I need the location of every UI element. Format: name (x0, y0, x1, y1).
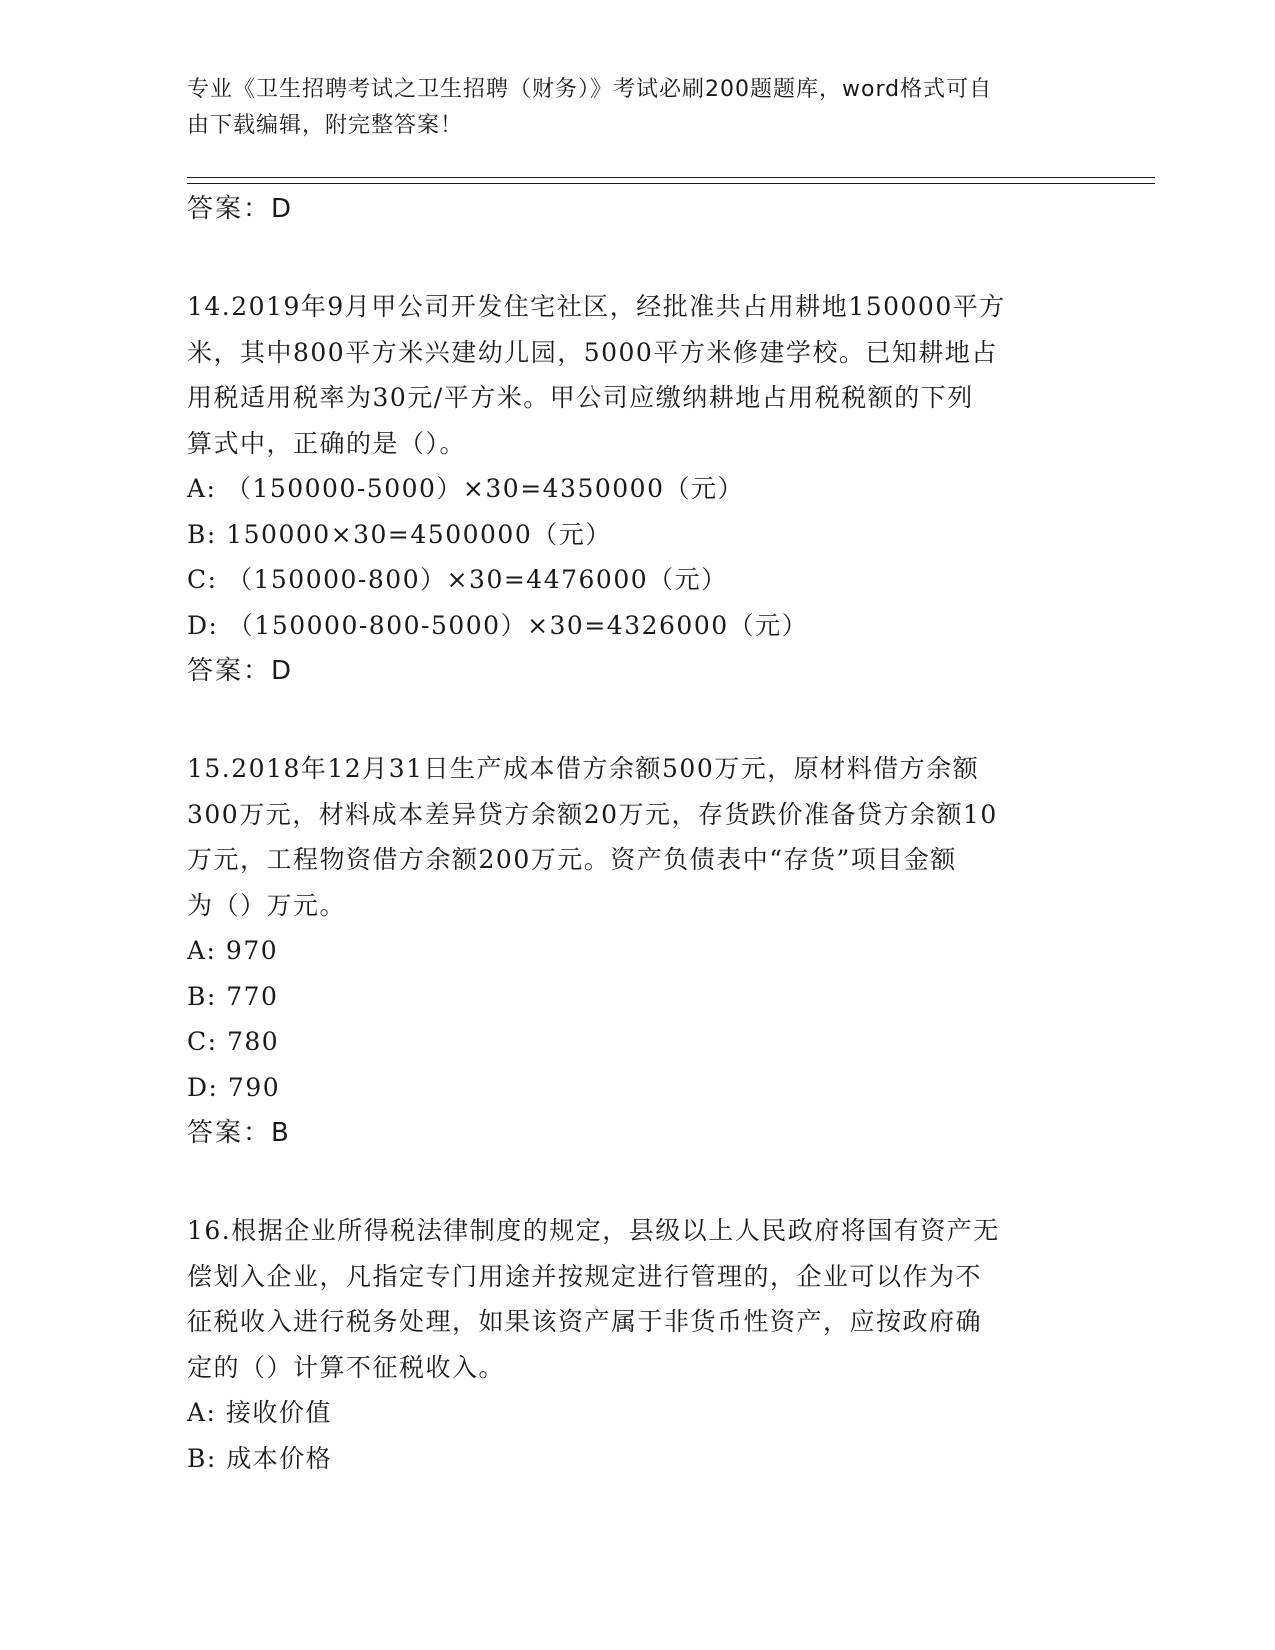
question-16-line: 定的（）计算不征税收入。 (187, 1352, 506, 1382)
question-15-option-d: D: 790 (187, 1072, 281, 1102)
question-16-line: 16.根据企业所得税法律制度的规定，县级以上人民政府将国有资产无 (187, 1216, 1000, 1245)
question-15-option-a: A: 970 (187, 936, 279, 965)
question-14-option-c: C: （150000-800）×30=4476000（元） (187, 565, 728, 594)
question-15-line: 为（）万元。 (187, 890, 347, 920)
question-15-line: 万元，工程物资借方余额200万元。资产负债表中“存货”项目金额 (187, 845, 957, 874)
question-14-line: 算式中，正确的是（）。 (187, 428, 467, 458)
question-14-option-a: A: （150000-5000）×30=4350000（元） (187, 474, 744, 503)
question-14-option-b: B: 150000×30=4500000（元） (187, 519, 612, 549)
question-15-line: 15.2018年12月31日生产成本借方余额500万元，原材料借方余额 (187, 754, 980, 783)
question-15 (187, 746, 1087, 928)
question-16-line: 偿划入企业，凡指定专门用途并按规定进行管理的，企业可以作为不 (187, 1261, 983, 1291)
question-14-line: 米，其中800平方米兴建幼儿园，5000平方米修建学校。已知耕地占 (187, 337, 998, 367)
question-16 (187, 1208, 1087, 1390)
answer-13: 答案：D (187, 194, 294, 224)
document-header (187, 72, 1067, 144)
question-14 (187, 284, 1087, 466)
header-line-1: 专业《卫生招聘考试之卫生招聘（财务）》考试必刷200题题库，word格式可自 (187, 77, 993, 102)
question-15-option-b: B: 770 (187, 981, 279, 1011)
question-15-line: 300万元，材料成本差异贷方余额20万元，存货跌价准备贷方余额10 (187, 799, 998, 829)
question-16-line: 征税收入进行税务处理，如果该资产属于非货币性资产，应按政府确 (187, 1307, 983, 1336)
question-14-option-d: D: （150000-800-5000）×30=4326000（元） (187, 610, 809, 640)
header-rule-top (187, 177, 1155, 178)
question-14-line: 用税适用税率为30元/平方米。甲公司应缴纳耕地占用税税额的下列 (187, 383, 974, 412)
question-15-option-c: C: 780 (187, 1027, 280, 1056)
answer-15: 答案：B (187, 1118, 291, 1148)
answer-14: 答案：D (187, 656, 294, 686)
document-body (187, 186, 1087, 1481)
question-16-option-b: B: 成本价格 (187, 1443, 333, 1473)
header-rule-bottom (187, 183, 1155, 184)
question-16-option-a: A: 接收价值 (187, 1398, 332, 1427)
header-line-2: 由下载编辑，附完整答案！ (187, 113, 464, 138)
question-14-line: 14.2019年9月甲公司开发住宅社区，经批准共占用耕地150000平方 (187, 292, 1006, 321)
